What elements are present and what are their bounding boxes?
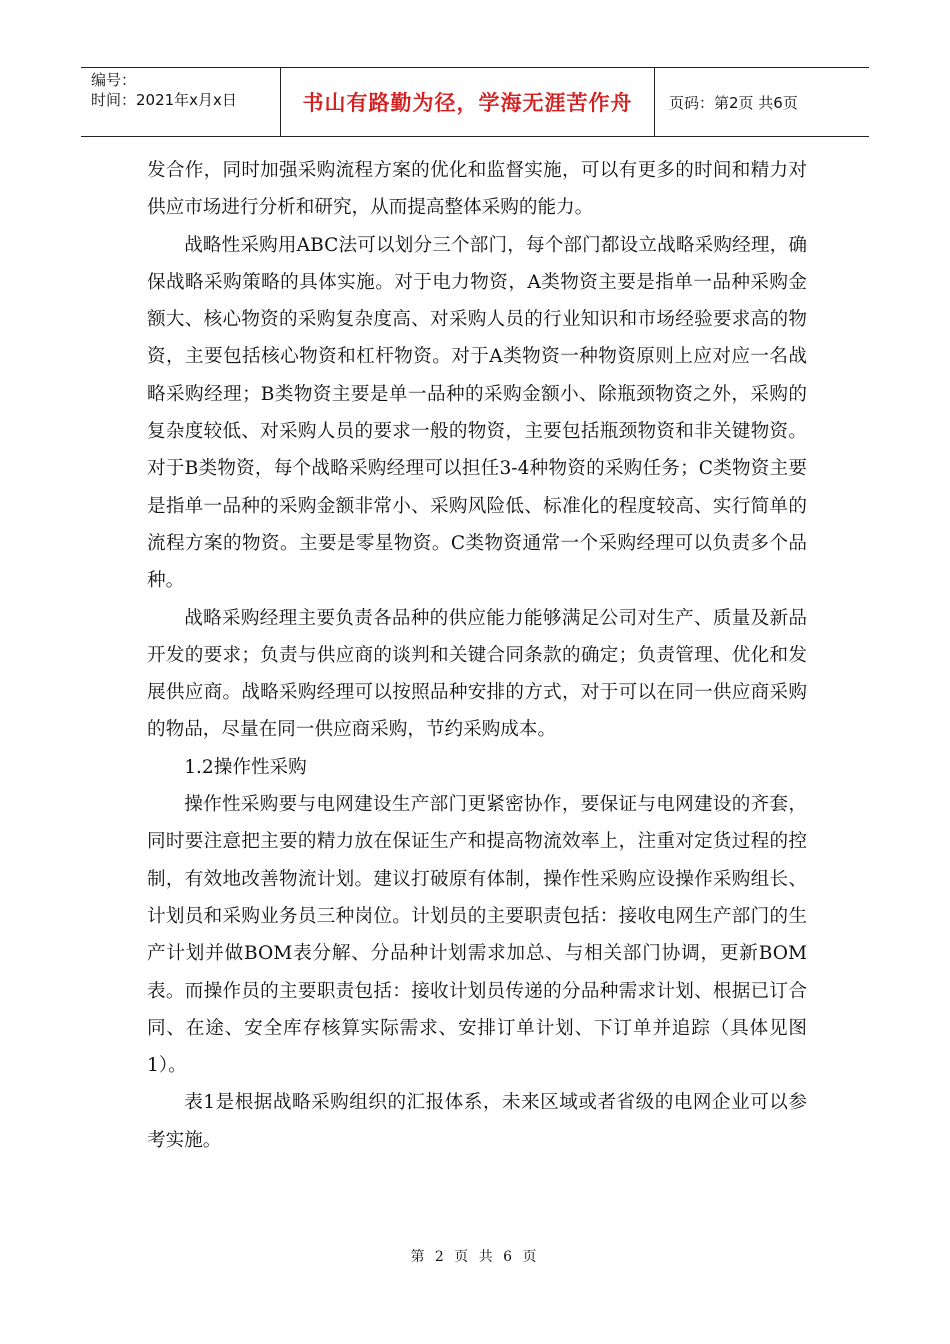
header-meta <box>81 68 281 136</box>
section-heading: 1.2操作性采购 <box>184 756 307 778</box>
page-footer: 第 2 页 共 6 页 <box>410 1249 540 1265</box>
paragraph-4: 操作性采购要与电网建设生产部门更紧密协作，要保证与电网建设的齐套，同时要注意把主要的精力放在保证生产和提高物流效率上，注重对定货过程的控制，有效地改善物流计划。建议打破原有体制，操作性采购应设操作采购组长、计划员和采购业务员三种岗位。计划员的主要职责包括：接收电网生产部门的生产计划并做BOM表分解、分品种计划需求加总、与相关部门协调，更新BOM表。而操作员的主要职责包括：接收计划员传递的分品种需求计划、根据已订合同、在途、安全库存核算实际需求、安排订单计划、下订单并追踪（具体见图1）。 <box>147 794 807 1077</box>
paragraph-5: 表1是根据战略采购组织的汇报体系，未来区域或者省级的电网企业可以参考实施。 <box>147 1092 807 1151</box>
header-page-info: 页码：第2页 共6页 <box>669 93 798 112</box>
paragraph-2: 战略性采购用ABC法可以划分三个部门，每个部门都设立战略采购经理，确保战略采购策略的具体实施。对于电力物资，A类物资主要是指单一品种采购金额大、核心物资的采购复杂度高、对采购人员的行业知识和市场经验要求高的物资，主要包括核心物资和杠杆物资。对于A类物资一种物资原则上应对应一名战略采购经理；B类物资主要是单一品种的采购金额小、除瓶颈物资之外，采购的复杂度较低、对采购人员的要求一般的物资，主要包括瓶颈物资和非关键物资。对于B类物资，每个战略采购经理可以担任3-4种物资的采购任务；C类物资主要是指单一品种的采购金额非常小、采购风险低、标准化的程度较高、实行简单的流程方案的物资。主要是零星物资。C类物资通常一个采购经理可以负责多个品种。 <box>147 234 807 592</box>
paragraph-1: 发合作，同时加强采购流程方案的优化和监督实施，可以有更多的时间和精力对供应市场进行分析和研究，从而提高整体采购的能力。 <box>147 160 807 219</box>
number-label: 编号： <box>91 71 137 89</box>
time-label: 时间：2021年x月x日 <box>91 91 237 109</box>
header-table <box>81 67 869 137</box>
document-body <box>147 152 807 1159</box>
header-motto: 书山有路勤为径，学海无涯苦作舟 <box>281 68 655 136</box>
paragraph-3: 战略采购经理主要负责各品种的供应能力能够满足公司对生产、质量及新品开发的要求；负责与供应商的谈判和关键合同条款的确定；负责管理、优化和发展供应商。战略采购经理可以按照品种安排的方式，对于可以在同一供应商采购的物品，尽量在同一供应商采购，节约采购成本。 <box>147 607 807 741</box>
